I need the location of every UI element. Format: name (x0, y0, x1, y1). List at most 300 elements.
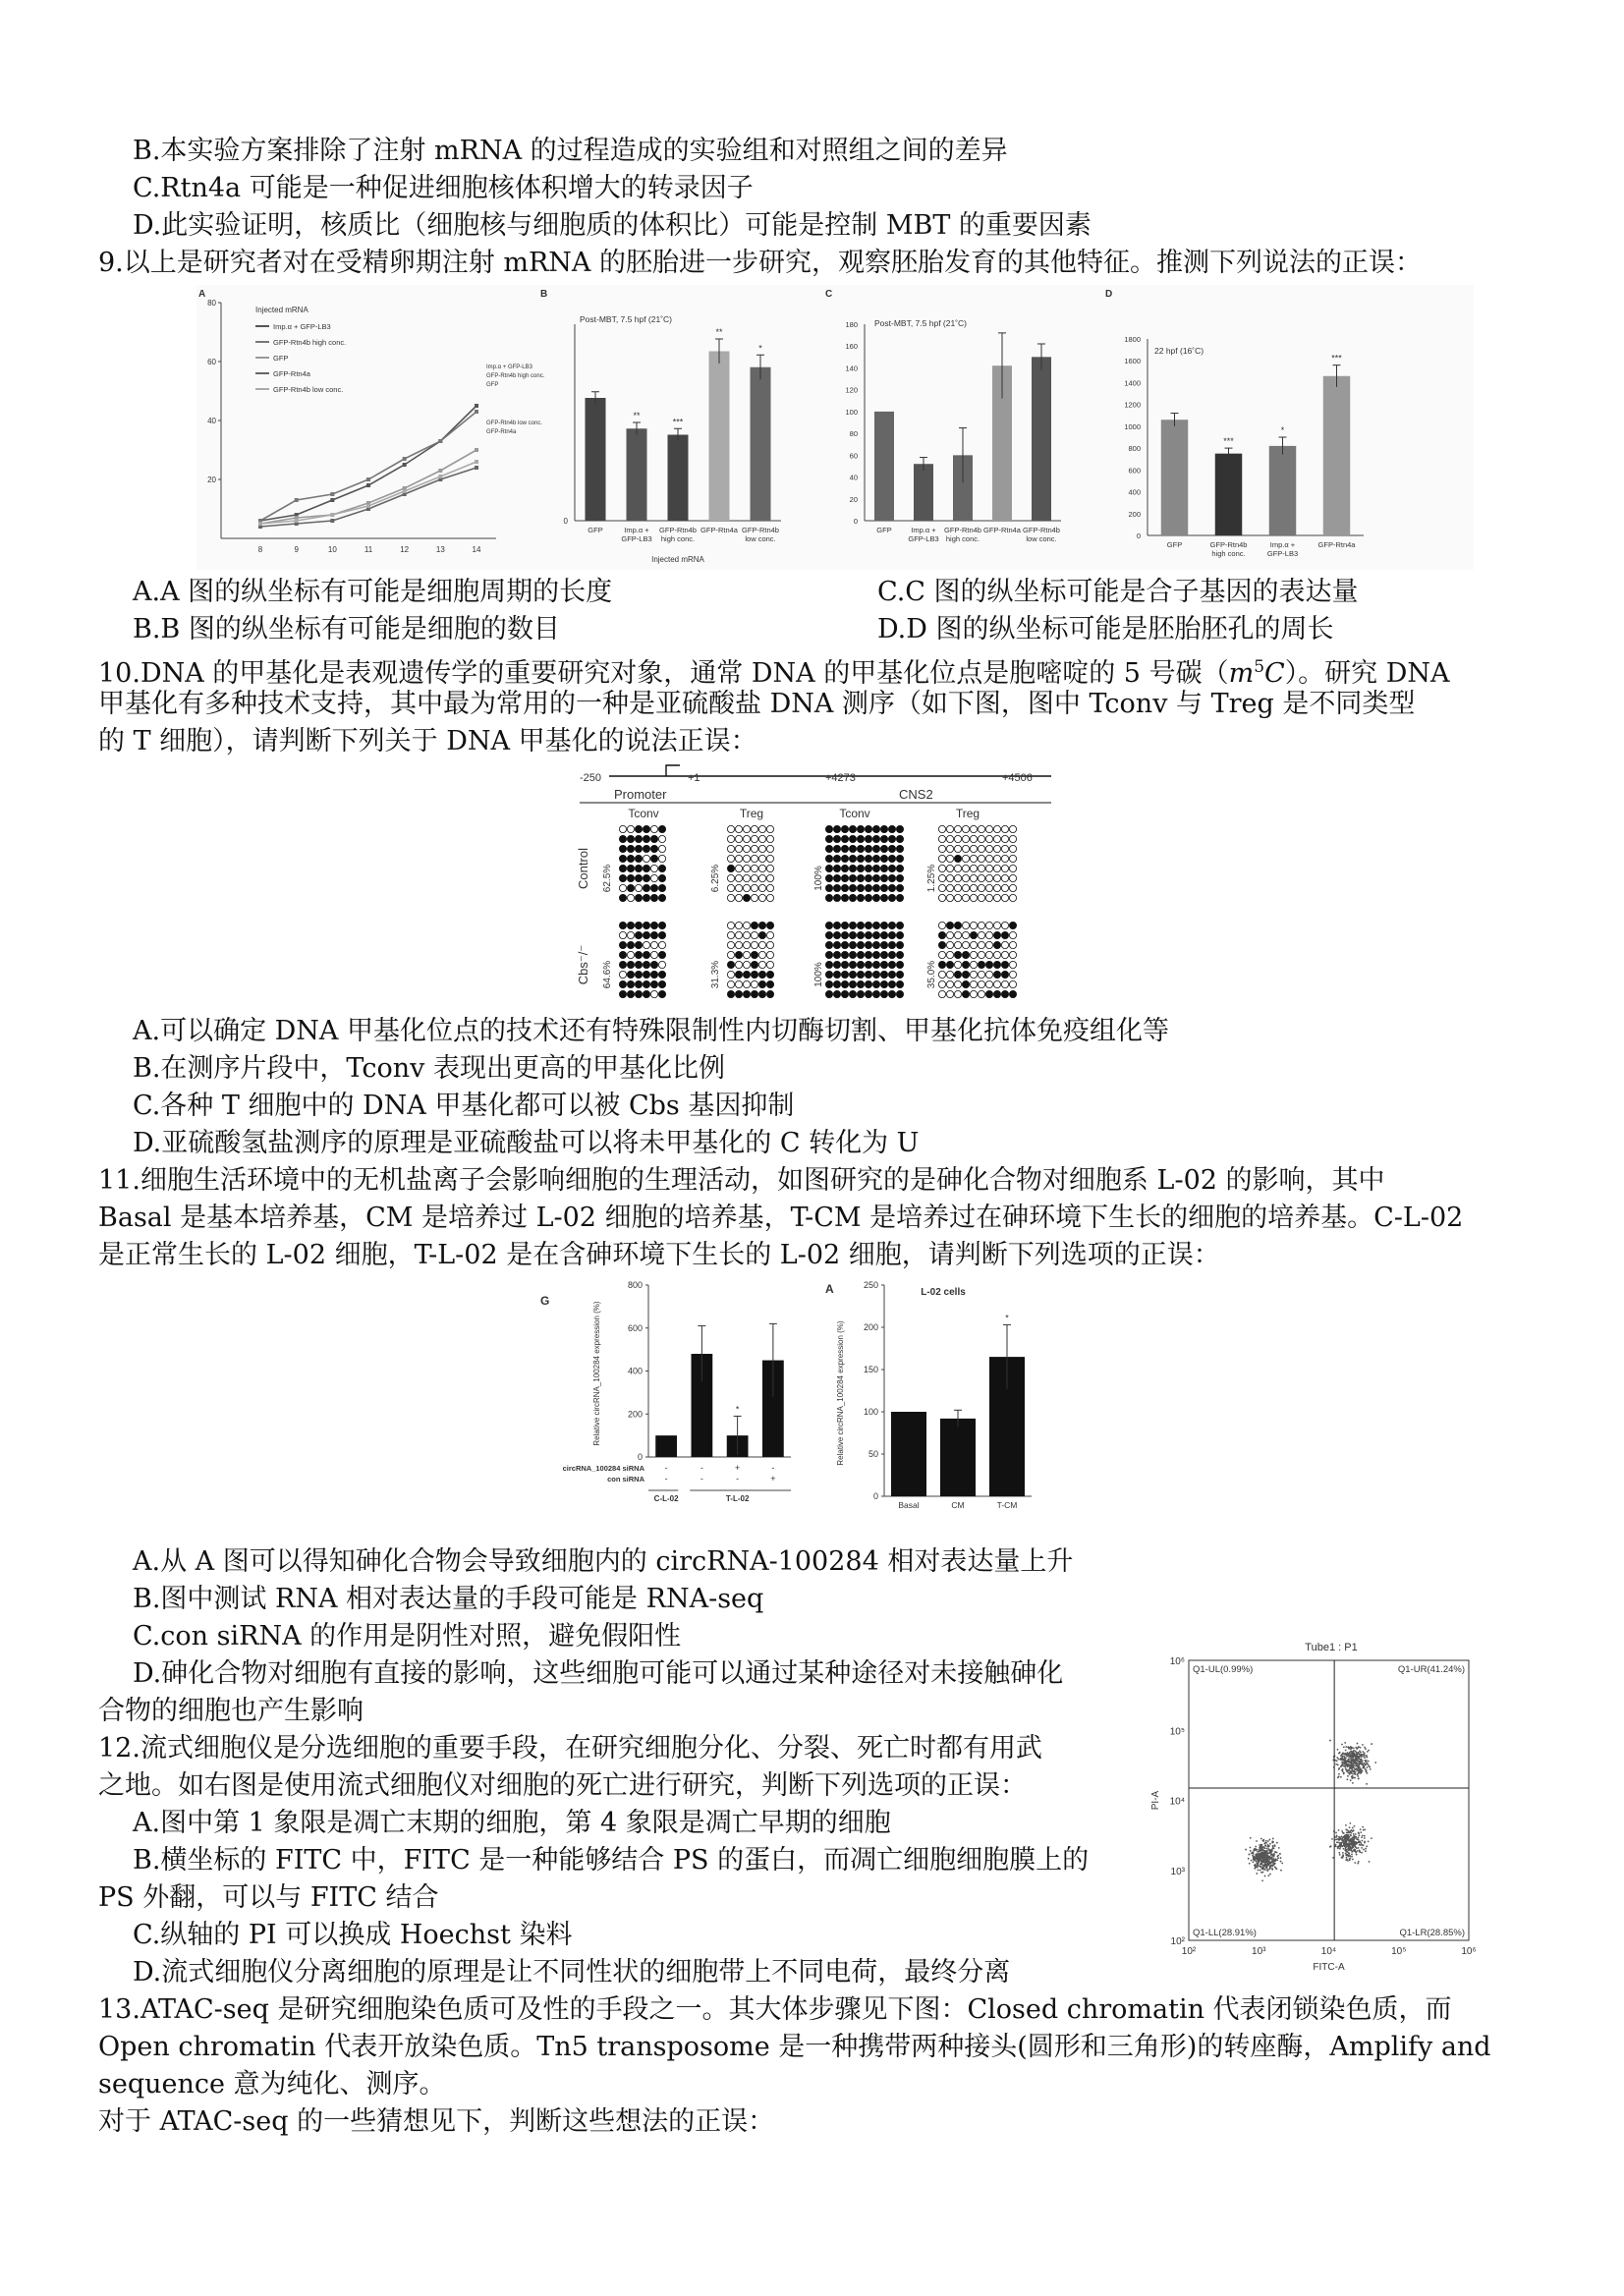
cpg-site (743, 855, 750, 862)
event-dot (1335, 1832, 1337, 1834)
event-dot (1360, 1760, 1362, 1762)
cpg-site (643, 961, 649, 968)
x-axis-title: Injected mRNA (651, 555, 704, 564)
cpg-site (727, 884, 734, 891)
event-dot (1357, 1758, 1359, 1760)
event-dot (1348, 1756, 1350, 1758)
cpg-site (758, 835, 765, 842)
cpg-site (954, 931, 961, 938)
q8-option-c: C.Rtn4a 可能是一种促进细胞核体积增大的转录因子 (133, 173, 754, 203)
cpg-site (938, 931, 945, 938)
event-dot (1347, 1769, 1349, 1771)
cpg-site (962, 941, 969, 948)
event-dot (1264, 1856, 1266, 1858)
cpg-site (865, 941, 871, 948)
tick-label: CM (951, 1500, 965, 1510)
event-dot (1259, 1846, 1260, 1848)
y-tick-label: 60 (207, 358, 216, 366)
sign-label: + (770, 1474, 776, 1484)
column-label: Tconv (628, 807, 659, 820)
cpg-site (880, 951, 887, 958)
x-tick-label: 10⁶ (1461, 1946, 1477, 1957)
event-dot (1272, 1838, 1274, 1840)
cpg-site (643, 884, 649, 891)
event-dot (1355, 1771, 1357, 1773)
cpg-site (849, 855, 856, 862)
cpg-site (978, 980, 984, 987)
cpg-site (888, 825, 895, 832)
event-dot (1261, 1853, 1263, 1855)
cpg-site (758, 894, 765, 901)
y-tick-label: 10² (1170, 1936, 1185, 1947)
event-dot (1255, 1866, 1257, 1868)
event-dot (1344, 1761, 1346, 1763)
y-tick-label: 0 (853, 517, 858, 526)
cpg-site (833, 884, 840, 891)
y-axis-title: Relative circRNA_100284 expression (%) (836, 1320, 845, 1466)
cpg-site (833, 874, 840, 881)
cpg-site (970, 922, 977, 928)
cpg-site (841, 894, 848, 901)
y-tick-label: 200 (627, 1409, 643, 1420)
q9-option-a: A.A 图的纵坐标有可能是细胞周期的长度 (133, 577, 613, 607)
event-dot (1365, 1764, 1367, 1765)
cpg-site (954, 835, 961, 842)
cpg-site (751, 980, 757, 987)
tick-label: GFP-Rtn4a (1317, 540, 1356, 549)
event-dot (1269, 1867, 1271, 1869)
event-dot (1281, 1863, 1283, 1865)
cpg-site (643, 894, 649, 901)
cpg-site (650, 931, 657, 938)
cpg-site (1001, 971, 1008, 978)
event-dot (1352, 1754, 1354, 1756)
cpg-site (1009, 874, 1016, 881)
cpg-site (978, 835, 984, 842)
event-dot (1260, 1853, 1261, 1855)
event-dot (1269, 1874, 1271, 1876)
panel-letter: D (1105, 289, 1113, 300)
cpg-site (841, 971, 848, 978)
position-label: +4506 (1002, 772, 1033, 784)
cpg-site (993, 865, 1000, 871)
event-dot (1345, 1750, 1347, 1752)
event-dot (1271, 1855, 1273, 1857)
cpg-site (857, 961, 864, 968)
cpg-site (1009, 825, 1016, 832)
event-dot (1264, 1864, 1266, 1866)
cpg-site (896, 835, 903, 842)
cpg-site (985, 894, 992, 901)
cpg-site (658, 874, 665, 881)
cpg-site (658, 835, 665, 842)
cpg-site (962, 835, 969, 842)
x-tick-label: 8 (257, 545, 263, 554)
cpg-site (978, 931, 984, 938)
series-annotation: GFP-Rtn4b high conc. (486, 373, 545, 379)
event-dot (1362, 1744, 1364, 1746)
event-dot (1349, 1822, 1351, 1824)
event-dot (1270, 1865, 1272, 1867)
y-tick-label: 1400 (1124, 378, 1141, 388)
cpg-site (970, 961, 977, 968)
tick-label: T-CM (996, 1500, 1018, 1510)
cpg-site (751, 990, 757, 997)
event-dot (1280, 1861, 1282, 1863)
event-dot (1354, 1850, 1356, 1852)
data-point (366, 504, 370, 508)
cpg-site (954, 941, 961, 948)
region-label: Promoter (614, 787, 667, 802)
cpg-site (978, 961, 984, 968)
event-dot (1361, 1836, 1363, 1838)
cpg-site (880, 865, 887, 871)
event-dot (1366, 1783, 1368, 1785)
cpg-site (954, 884, 961, 891)
chart-title: Injected mRNA (255, 306, 308, 314)
cpg-site (751, 922, 757, 928)
cpg-site (1001, 951, 1008, 958)
event-dot (1263, 1868, 1265, 1870)
event-dot (1352, 1843, 1354, 1845)
event-dot (1356, 1763, 1358, 1764)
cpg-site (954, 825, 961, 832)
event-dot (1343, 1756, 1345, 1758)
cpg-site (841, 855, 848, 862)
event-dot (1258, 1865, 1260, 1867)
event-dot (1354, 1754, 1356, 1756)
event-dot (1262, 1860, 1264, 1862)
cpg-site (896, 894, 903, 901)
cpg-site (635, 865, 642, 871)
cpg-site (635, 961, 642, 968)
cpg-site (872, 825, 879, 832)
significance-label: ** (715, 327, 723, 337)
event-dot (1338, 1768, 1340, 1770)
event-dot (1358, 1847, 1360, 1849)
event-dot (1260, 1838, 1262, 1840)
event-dot (1361, 1756, 1363, 1758)
tick-label: GFP-Rtn4b (1023, 526, 1060, 534)
event-dot (1341, 1769, 1343, 1771)
cpg-site (993, 980, 1000, 987)
cpg-site (880, 980, 887, 987)
cpg-site (962, 825, 969, 832)
event-dot (1360, 1828, 1362, 1830)
event-dot (1351, 1846, 1353, 1848)
cpg-site (865, 884, 871, 891)
position-label: -250 (580, 772, 602, 784)
q11-stem-line1: 11.细胞生活环境中的无机盐离子会影响细胞的生理活动，如图研究的是砷化合物对细胞系 L-02 的影响，其中 (98, 1165, 1385, 1196)
cpg-site (766, 922, 773, 928)
tick-label: Basal (898, 1500, 920, 1510)
cpg-site (727, 961, 734, 968)
event-dot (1346, 1756, 1348, 1758)
event-dot (1267, 1846, 1269, 1848)
cpg-site (865, 865, 871, 871)
event-dot (1265, 1840, 1267, 1842)
cpg-site (743, 894, 750, 901)
event-dot (1354, 1777, 1356, 1779)
event-dot (1349, 1831, 1351, 1833)
tick-label: GFP-Rtn4b (944, 526, 981, 534)
event-dot (1262, 1839, 1264, 1841)
event-dot (1253, 1850, 1255, 1852)
event-dot (1358, 1861, 1360, 1863)
cpg-site (938, 874, 945, 881)
event-dot (1362, 1835, 1364, 1837)
cpg-site (643, 951, 649, 958)
significance-label: *** (1223, 436, 1234, 447)
cpg-site (833, 990, 840, 997)
x-tick-label: 10⁵ (1391, 1946, 1407, 1957)
bar (891, 1412, 926, 1496)
quadrant-label-ll: Q1-LL(28.91%) (1193, 1928, 1257, 1938)
y-tick-label: 10⁶ (1169, 1656, 1185, 1667)
cpg-site (766, 874, 773, 881)
cpg-site (880, 835, 887, 842)
cpg-site (865, 931, 871, 938)
cpg-site (946, 951, 953, 958)
quadrant-label-lr: Q1-LR(28.85%) (1399, 1928, 1465, 1938)
legend-label: GFP (273, 354, 289, 363)
cpg-site (954, 951, 961, 958)
event-dot (1273, 1844, 1275, 1846)
event-dot (1344, 1844, 1346, 1846)
cpg-site (735, 835, 742, 842)
cpg-site (954, 865, 961, 871)
event-dot (1358, 1831, 1360, 1833)
cpg-site (825, 845, 832, 852)
event-dot (1337, 1776, 1339, 1778)
cpg-site (735, 971, 742, 978)
cpg-site (954, 971, 961, 978)
cpg-site (1009, 845, 1016, 852)
event-dot (1357, 1838, 1359, 1840)
cpg-site (993, 990, 1000, 997)
cpg-site (888, 951, 895, 958)
cpg-site (619, 874, 626, 881)
cpg-site (962, 845, 969, 852)
cpg-site (896, 855, 903, 862)
cpg-site (1001, 845, 1008, 852)
cpg-site (751, 874, 757, 881)
event-dot (1345, 1769, 1347, 1771)
cpg-site (650, 825, 657, 832)
event-dot (1348, 1853, 1350, 1855)
y-tick-label: 50 (868, 1449, 878, 1459)
event-dot (1269, 1839, 1271, 1841)
q9-option-c: C.C 图的纵坐标可能是合子基因的表达量 (877, 577, 1359, 607)
cpg-site (841, 990, 848, 997)
data-point (475, 448, 478, 452)
y-tick-label: 400 (1128, 487, 1141, 497)
event-dot (1277, 1855, 1279, 1857)
event-dot (1346, 1832, 1348, 1834)
cpg-site (833, 980, 840, 987)
event-dot (1347, 1860, 1349, 1862)
cpg-site (766, 845, 773, 852)
cpg-site (650, 990, 657, 997)
event-dot (1260, 1872, 1262, 1874)
q9-option-d: D.D 图的纵坐标可能是胚胎胚孔的周长 (877, 614, 1334, 644)
sign-label: - (700, 1474, 703, 1484)
event-dot (1263, 1842, 1265, 1844)
legend-label: Imp.α + GFP-LB3 (273, 322, 331, 331)
event-dot (1341, 1759, 1343, 1761)
bar (874, 412, 894, 521)
y-tick-label: 0 (1136, 532, 1141, 540)
event-dot (1351, 1829, 1353, 1831)
cpg-site (833, 941, 840, 948)
cpg-site (635, 971, 642, 978)
bar (1215, 454, 1243, 535)
cpg-site (872, 961, 879, 968)
cpg-site (970, 941, 977, 948)
column-label: Treg (955, 807, 980, 820)
significance-label: *** (1331, 353, 1342, 364)
q12-option-c: C.纵轴的 PI 可以换成 Hoechst 染料 (133, 1920, 573, 1950)
tick-label: low conc. (745, 534, 776, 543)
cpg-site (635, 931, 642, 938)
y-axis-title: PI-A (1150, 1790, 1161, 1811)
cpg-site (954, 961, 961, 968)
cpg-site (946, 894, 953, 901)
cpg-site (643, 941, 649, 948)
cpg-site (758, 951, 765, 958)
cpg-site (985, 980, 992, 987)
y-tick-label: 0 (637, 1452, 643, 1462)
event-dot (1352, 1859, 1354, 1861)
panel-letter: G (540, 1294, 550, 1308)
q11-stem-line3: 是正常生长的 L-02 细胞，T-L-02 是在含砷环境下生长的 L-02 细胞，请判断下列选项的正误： (98, 1240, 1220, 1270)
event-dot (1342, 1857, 1344, 1859)
cpg-site (896, 990, 903, 997)
cpg-site (627, 845, 634, 852)
cpg-site (849, 980, 856, 987)
event-dot (1349, 1826, 1351, 1828)
legend-label: GFP-Rtn4a (273, 369, 310, 378)
event-dot (1367, 1772, 1369, 1774)
event-dot (1266, 1869, 1268, 1871)
data-point (403, 457, 407, 461)
methylation-percent: 1.25% (926, 864, 937, 893)
x-tick-label: 9 (294, 545, 299, 554)
event-dot (1273, 1864, 1275, 1866)
cpg-site (658, 922, 665, 928)
cpg-site (825, 825, 832, 832)
event-dot (1367, 1764, 1369, 1765)
cpg-site (993, 931, 1000, 938)
cpg-site (872, 874, 879, 881)
cpg-site (619, 835, 626, 842)
data-point (258, 522, 262, 526)
event-dot (1337, 1749, 1339, 1751)
cpg-site (872, 971, 879, 978)
tick-label: Imp.α + (1269, 540, 1296, 549)
cpg-site (825, 874, 832, 881)
event-dot (1347, 1775, 1349, 1777)
sign-label: - (771, 1463, 775, 1473)
cpg-site (743, 931, 750, 938)
event-dot (1351, 1854, 1353, 1856)
cpg-site (766, 894, 773, 901)
sign-label: - (664, 1474, 668, 1484)
event-dot (1269, 1849, 1271, 1851)
event-dot (1355, 1765, 1357, 1767)
event-dot (1351, 1758, 1353, 1760)
event-dot (1357, 1765, 1359, 1767)
cpg-site (872, 931, 879, 938)
y-axis-title: Relative circRNA_100284 expression (%) (592, 1301, 601, 1446)
cpg-site (985, 941, 992, 948)
tick-label: high conc. (660, 534, 696, 543)
legend-label: GFP-Rtn4b high conc. (273, 338, 347, 347)
event-dot (1352, 1827, 1354, 1829)
q12-option-d: D.流式细胞仪分离细胞的原理是让不同性状的细胞带上不同电荷，最终分离 (133, 1957, 1011, 1988)
x-tick-label: 10² (1181, 1946, 1197, 1957)
event-dot (1345, 1824, 1347, 1826)
cpg-site (751, 855, 757, 862)
cpg-site (857, 931, 864, 938)
cpg-site (833, 961, 840, 968)
event-dot (1343, 1746, 1345, 1748)
cpg-site (865, 894, 871, 901)
methylation-percent: 64.6% (602, 960, 613, 989)
methylation-percent: 100% (813, 962, 824, 987)
cpg-site (849, 951, 856, 958)
event-dot (1363, 1829, 1365, 1831)
cpg-site (635, 835, 642, 842)
cpg-site (896, 951, 903, 958)
cpg-site (1001, 884, 1008, 891)
event-dot (1340, 1776, 1342, 1778)
bar (1323, 376, 1351, 535)
cpg-site (1001, 894, 1008, 901)
region-label: CNS2 (899, 787, 933, 802)
event-dot (1273, 1854, 1275, 1856)
event-dot (1339, 1842, 1341, 1844)
cpg-site (635, 941, 642, 948)
cpg-site (896, 971, 903, 978)
methylation-percent: 6.25% (710, 864, 721, 893)
y-tick-label: 0 (872, 1491, 878, 1501)
cpg-site (758, 855, 765, 862)
event-dot (1344, 1754, 1346, 1756)
cpg-site (635, 855, 642, 862)
event-dot (1352, 1782, 1354, 1784)
cpg-site (865, 825, 871, 832)
event-dot (1365, 1771, 1367, 1773)
bar (709, 352, 730, 522)
event-dot (1344, 1849, 1346, 1851)
q8-option-b: B.本实验方案排除了注射 mRNA 的过程造成的实验组和对照组之间的差异 (133, 136, 1008, 166)
event-dot (1359, 1849, 1361, 1851)
event-dot (1345, 1837, 1347, 1839)
event-dot (1264, 1876, 1266, 1877)
event-dot (1361, 1840, 1363, 1842)
cpg-site (1009, 884, 1016, 891)
event-dot (1338, 1753, 1340, 1755)
cpg-site (865, 971, 871, 978)
cpg-site (946, 961, 953, 968)
event-dot (1361, 1847, 1363, 1849)
event-dot (1360, 1747, 1362, 1749)
event-dot (1353, 1829, 1355, 1831)
event-dot (1358, 1836, 1360, 1838)
cpg-site (896, 941, 903, 948)
event-dot (1254, 1865, 1256, 1867)
